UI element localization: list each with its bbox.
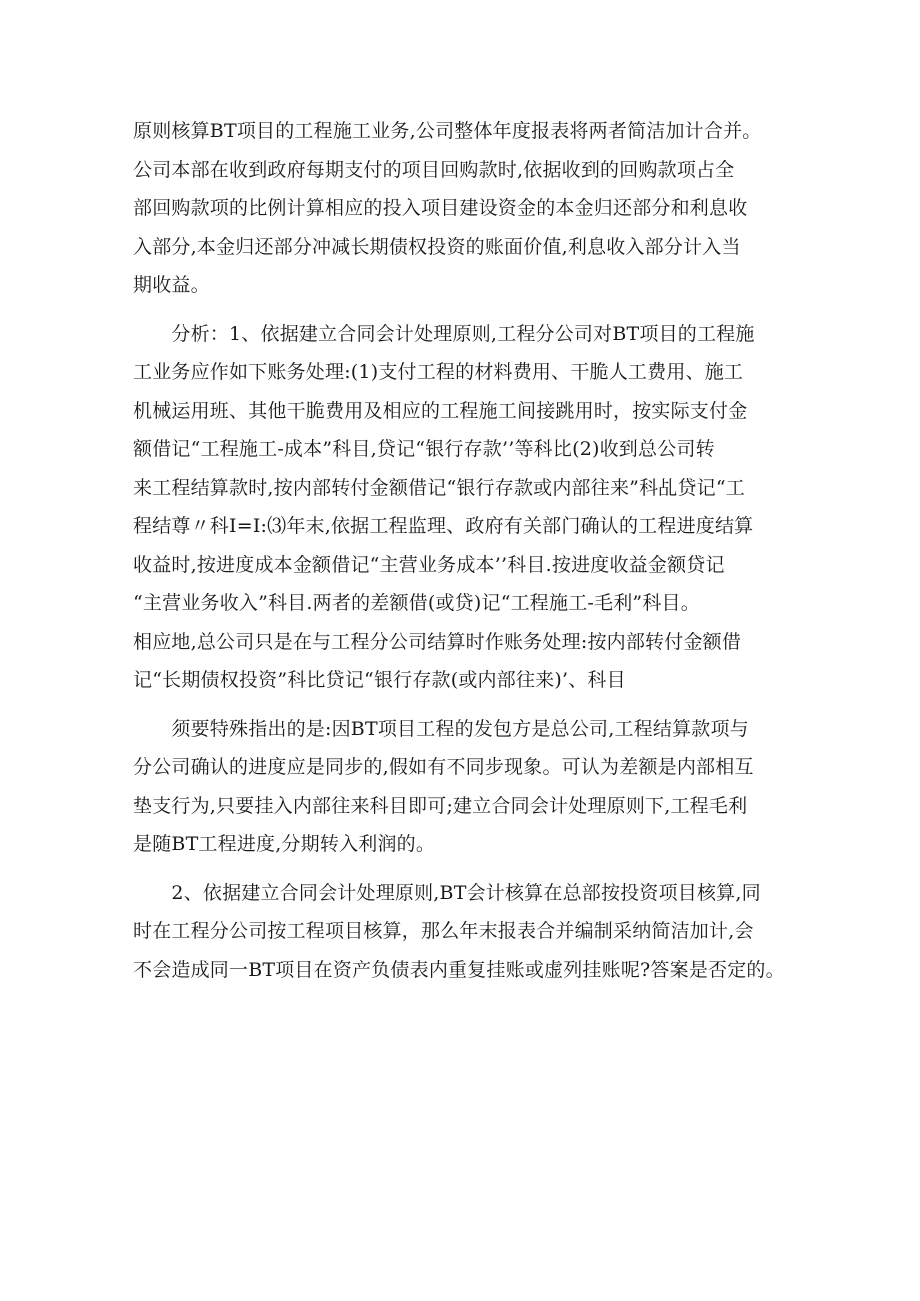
paragraph-3: 须要特殊指出的是:因BT项目工程的发包方是总公司,工程结算款项与 分公司确认的进度应是同步的,假如有不同步现象。可认为差额是内部相互 垫支行为,只要挂入内部往来科目即可;建立合同会计处理原则下,工程毛利 是随BT工程进度,分期转入利润的。 — [133, 717, 754, 855]
paragraph-1: 原则核算BT项目的工程施工业务,公司整体年度报表将两者简洁加计合并。 公司本部在收到政府每期支付的项目回购款时,依据收到的回购款项占全 部回购款项的比例计算相应的投入项目建设资金的本金归还部分和利息收 入部分,本金归还部分冲减长期债权投资的账面价值,利息收入部分计入当 期收益。 — [133, 120, 762, 296]
document-body — [133, 112, 793, 999]
paragraph-4: 2、依据建立合同会计处理原则,BT会计核算在总部按投资项目核算,同 时在工程分公司按工程项目核算，那么年末报表合并编制采纳简洁加计,会 不会造成同一BT项目在资产负债表内重复挂账或虚列挂账呢?答案是否定的。 — [133, 881, 785, 981]
paragraph-2: 分析：1、依据建立合同会计处理原则,工程分公司对BT项目的工程施 工业务应作如下账务处理:(1)支付工程的材料费用、干脆人工费用、施工 机械运用班、其他干脆费用及相应的工程施工间接跳用时，按实际支付金 额借记“工程施工-成本”科目,贷记“银行存款’’等科比(2)收到总公司转 来工程结算款时,按内部转付金额借记“银行存款或内部往来”科乩贷记“工 程结尊〃科I=I:⑶年末,依据工程监理、政府有关部门确认的工程进度结算 收益时,按进度成本金额借记“主营业务成本’’科目.按进度收益金额贷记 “主营业务收入”科目.两者的差额借(或贷)记“工程施工-毛利”科目。 相应地,总公司只是在与工程分公司结算时作账务处理:按内部转付金额借 记“长期债权投资”科比贷记“银行存款(或内部往来)’、科目 — [133, 322, 755, 691]
